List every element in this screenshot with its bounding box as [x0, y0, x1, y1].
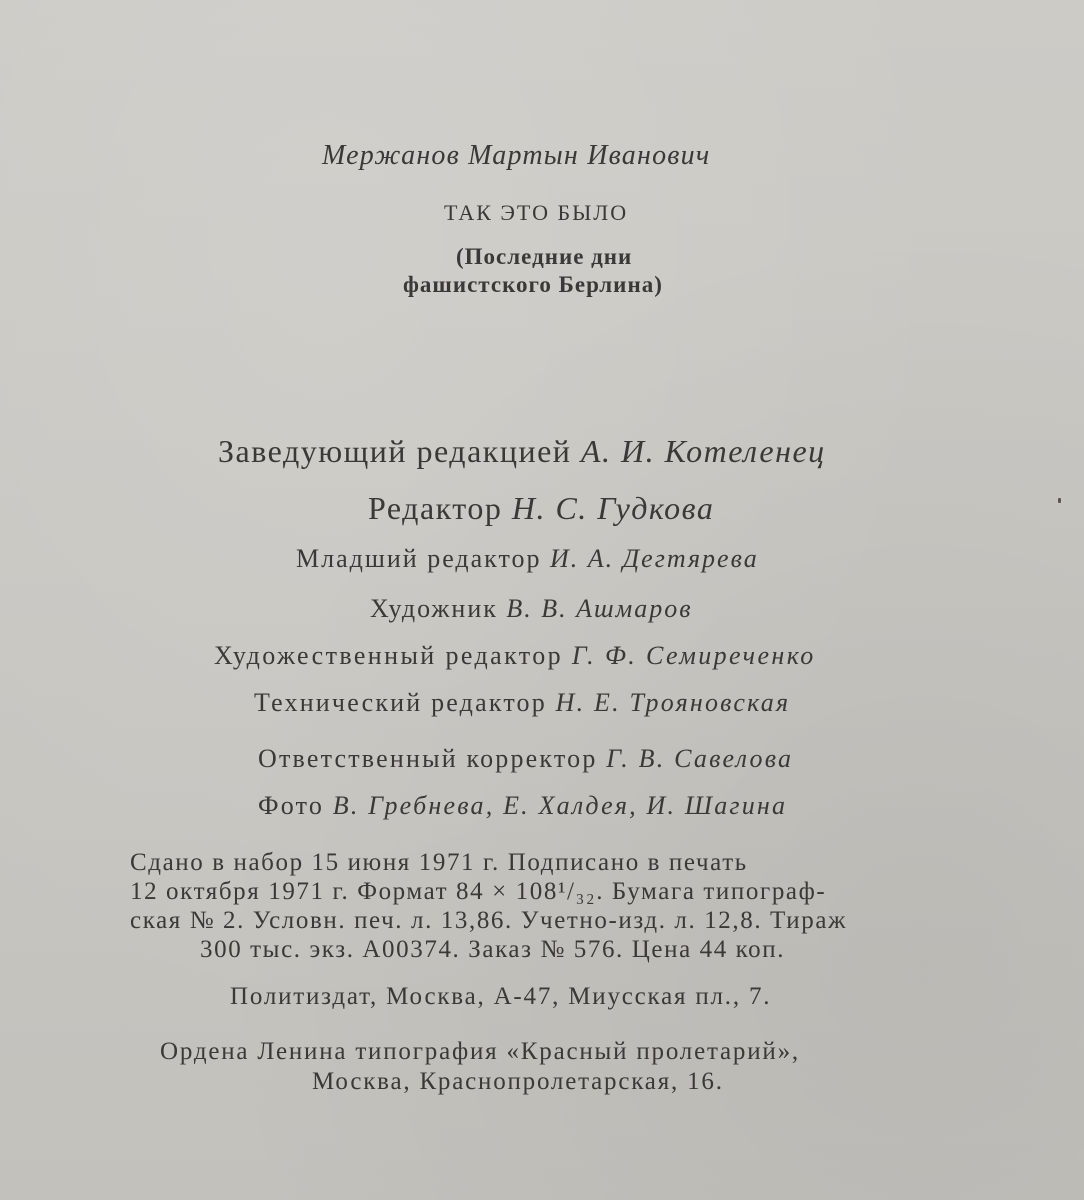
credit-photo — [258, 791, 787, 821]
credit-name: И. А. Дегтярева — [549, 544, 759, 573]
credit-role: Ответственный корректор — [258, 744, 598, 773]
credit-art-editor — [214, 641, 816, 671]
imprint-line: 300 тыс. экз. А00374. Заказ № 576. Цена 44 коп. — [200, 936, 786, 963]
credit-name: Н. С. Гудкова — [511, 490, 715, 526]
printer-line-1: Ордена Ленина типография «Красный пролетарий», — [160, 1038, 800, 1065]
imprint-line: 12 октября 1971 г. Формат 84 × 108¹/₃₂. Бумага типограф- — [130, 878, 827, 905]
credit-artist — [370, 594, 693, 624]
credit-proofreader — [258, 744, 793, 774]
publisher-address: Политиздат, Москва, А-47, Миусская пл., 7. — [230, 983, 772, 1010]
credit-role: Заведующий редакцией — [218, 433, 572, 469]
credit-role: Технический редактор — [254, 688, 547, 717]
credit-role: Художественный редактор — [214, 641, 563, 670]
credit-role: Редактор — [368, 490, 503, 526]
credit-technical-editor — [254, 688, 790, 718]
credit-junior-editor — [296, 544, 759, 574]
credit-name: В. Гребнева, Е. Халдея, И. Шагина — [332, 791, 788, 820]
credit-name: Г. Ф. Семиреченко — [571, 641, 816, 670]
book-title: ТАК ЭТО БЫЛО — [444, 200, 629, 225]
credit-role: Фото — [258, 791, 325, 820]
imprint-line: ская № 2. Условн. печ. л. 13,86. Учетно-изд. л. 12,8. Тираж — [130, 907, 847, 934]
credit-role: Младший редактор — [296, 544, 542, 573]
print-imprint-block — [130, 848, 1000, 964]
author-name: Мержанов Мартын Иванович — [322, 140, 711, 171]
credit-name: В. В. Ашмаров — [506, 594, 693, 623]
credit-role: Художник — [370, 594, 498, 623]
credit-name: А. И. Котеленец — [580, 433, 826, 469]
book-subtitle-line-2: фашистского Берлина) — [403, 272, 663, 297]
credit-name: Г. В. Савелова — [606, 744, 794, 773]
imprint-line: Сдано в набор 15 июня 1971 г. Подписано в печать — [130, 849, 748, 876]
credit-editor — [368, 490, 714, 527]
paper-speck — [1058, 498, 1061, 503]
book-subtitle-line-1: (Последние дни — [456, 244, 633, 269]
credit-head-of-editorial — [218, 433, 826, 470]
credit-name: Н. Е. Трояновская — [555, 688, 791, 717]
printer-line-2: Москва, Краснопролетарская, 16. — [312, 1068, 724, 1095]
